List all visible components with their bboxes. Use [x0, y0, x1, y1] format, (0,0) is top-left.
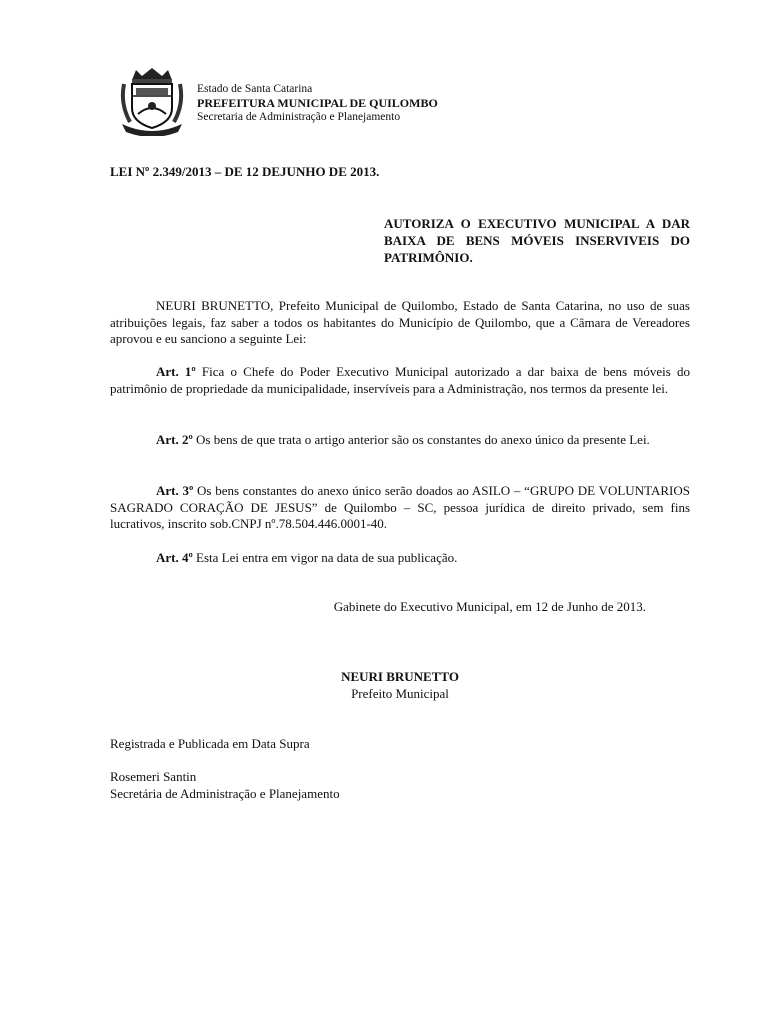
article-2 — [110, 432, 690, 449]
signer-role: Prefeito Municipal — [351, 685, 449, 701]
article-3-label: Art. 3º — [156, 483, 194, 498]
law-ementa: AUTORIZA O EXECUTIVO MUNICIPAL A DAR BAIXA DE BENS MÓVEIS INSERVIVEIS DO PATRIMÔNIO. — [384, 216, 690, 265]
signature-block — [110, 669, 690, 702]
article-2-label: Art. 2º — [156, 432, 193, 447]
registration-note: Registrada e Publicada em Data Supra — [110, 736, 310, 751]
intro-text: NEURI BRUNETTO, Prefeito Municipal de Quilombo, Estado de Santa Catarina, no uso de suas atribuições legais, faz saber a todos os habitantes do Município de Quilombo, que a Câmara de Vereadores aprovou e eu sanciono a seguinte Lei: — [110, 298, 690, 346]
article-4-text: Esta Lei entra em vigor na data de sua publicação. — [196, 550, 458, 565]
letterhead — [197, 82, 438, 124]
article-4 — [110, 550, 690, 567]
municipal-coat-of-arms-icon — [118, 66, 186, 136]
article-2-text: Os bens de que trata o artigo anterior são os constantes do anexo único da presente Lei. — [196, 432, 650, 447]
secretary-name: Rosemeri Santin — [110, 769, 197, 784]
article-1-label: Art. 1º — [156, 364, 196, 379]
article-4-label: Art. 4º — [156, 550, 193, 565]
secretary-block — [110, 769, 340, 802]
secretary-role: Secretária de Administração e Planejamento — [110, 785, 340, 801]
article-1-text: Fica o Chefe do Poder Executivo Municipal autorizado a dar baixa de bens móveis do patrimônio de propriedade da municipalidade, inservíveis para a Administração, nos termos da presente lei. — [110, 364, 690, 396]
secretaria-name: Secretaria de Administração e Planejamento — [197, 111, 401, 123]
law-title: LEI Nº 2.349/2013 – DE 12 DEJUNHO DE 2013. — [110, 164, 380, 179]
article-1 — [110, 364, 690, 397]
article-3 — [110, 483, 690, 533]
prefeitura-name: PREFEITURA MUNICIPAL DE QUILOMBO — [197, 96, 438, 110]
state-name: Estado de Santa Catarina — [197, 83, 313, 95]
intro-paragraph — [110, 298, 690, 348]
place-date-line: Gabinete do Executivo Municipal, em 12 de Junho de 2013. — [333, 599, 646, 614]
article-3-text: Os bens constantes do anexo único serão doados ao ASILO – “GRUPO DE VOLUNTARIOS SAGRADO CORAÇÃO DE JESUS” de Quilombo – SC, pessoa jurídica de direito privado, sem fins lucrativos, inscrito sob.CNPJ nº.78.504.446.0001-40. — [110, 483, 690, 531]
signer-name: NEURI BRUNETTO — [341, 669, 459, 684]
